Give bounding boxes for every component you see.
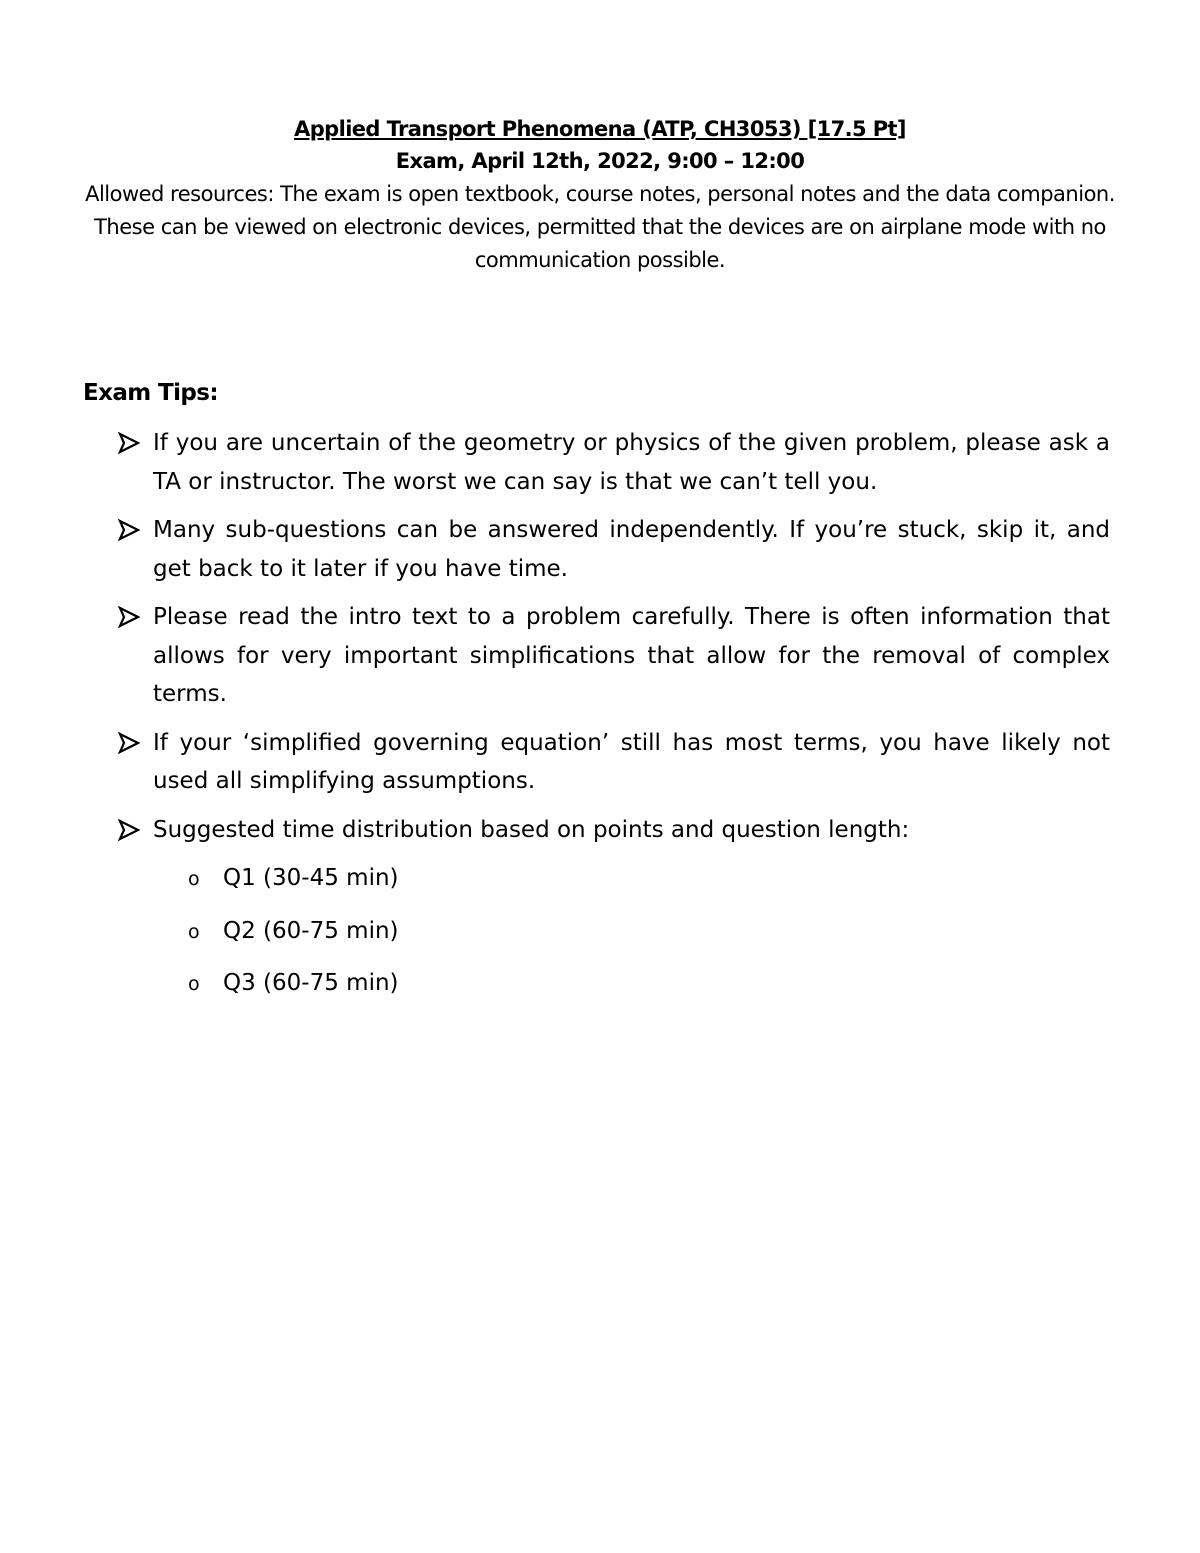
exam-subtitle: Exam, April 12th, 2022, 9:00 – 12:00: [395, 149, 805, 173]
arrowhead-bullet-icon: [118, 819, 140, 841]
exam-header: [80, 113, 1120, 277]
tip-text: Suggested time distribution based on points and question length:: [153, 816, 910, 843]
time-distribution-text: Q3 (60-75 min): [223, 970, 399, 996]
arrowhead-bullet-icon: [118, 732, 140, 754]
tips-list: [118, 424, 1110, 1017]
time-distribution-text: Q1 (30-45 min): [223, 865, 399, 891]
time-distribution-item: [188, 912, 1110, 951]
circle-bullet-icon: o: [188, 973, 200, 995]
arrowhead-bullet-icon: [118, 519, 140, 541]
tips-heading: Exam Tips:: [83, 380, 218, 406]
tip-item: [118, 424, 1110, 501]
tip-text: Please read the intro text to a problem carefully. There is often information that allows for very important simplifications that allow for the removal of complex terms.: [153, 604, 1110, 707]
exam-title: Applied Transport Phenomena (ATP, CH3053) [17.5 Pt]: [294, 117, 906, 141]
time-distribution-item: [188, 964, 1110, 1003]
arrowhead-bullet-icon: [118, 432, 140, 454]
tip-text: If your ‘simplified governing equation’ still has most terms, you have likely not used all simplifying assumptions.: [153, 729, 1110, 794]
tip-text: If you are uncertain of the geometry or physics of the given problem, please ask a TA or instructor. The worst we can say is that we can’t tell you.: [153, 430, 1110, 495]
circle-bullet-icon: o: [188, 868, 200, 890]
time-distribution-text: Q2 (60-75 min): [223, 917, 399, 944]
allowed-resources-text: Allowed resources: The exam is open textbook, course notes, personal notes and the data companion. These can be viewed on electronic devices, permitted that the devices are on airplane mode with no communication possible.: [85, 182, 1115, 272]
tip-item: [118, 598, 1110, 714]
arrowhead-bullet-icon: [118, 606, 140, 628]
tip-item: [118, 511, 1110, 588]
tip-text: Many sub-questions can be answered independently. If you’re stuck, skip it, and get back to it later if you have time.: [153, 517, 1110, 582]
time-distribution-list: [153, 859, 1110, 1003]
tip-item: [118, 724, 1110, 801]
circle-bullet-icon: o: [188, 920, 200, 943]
tip-item: [118, 811, 1110, 1003]
time-distribution-item: [188, 859, 1110, 898]
